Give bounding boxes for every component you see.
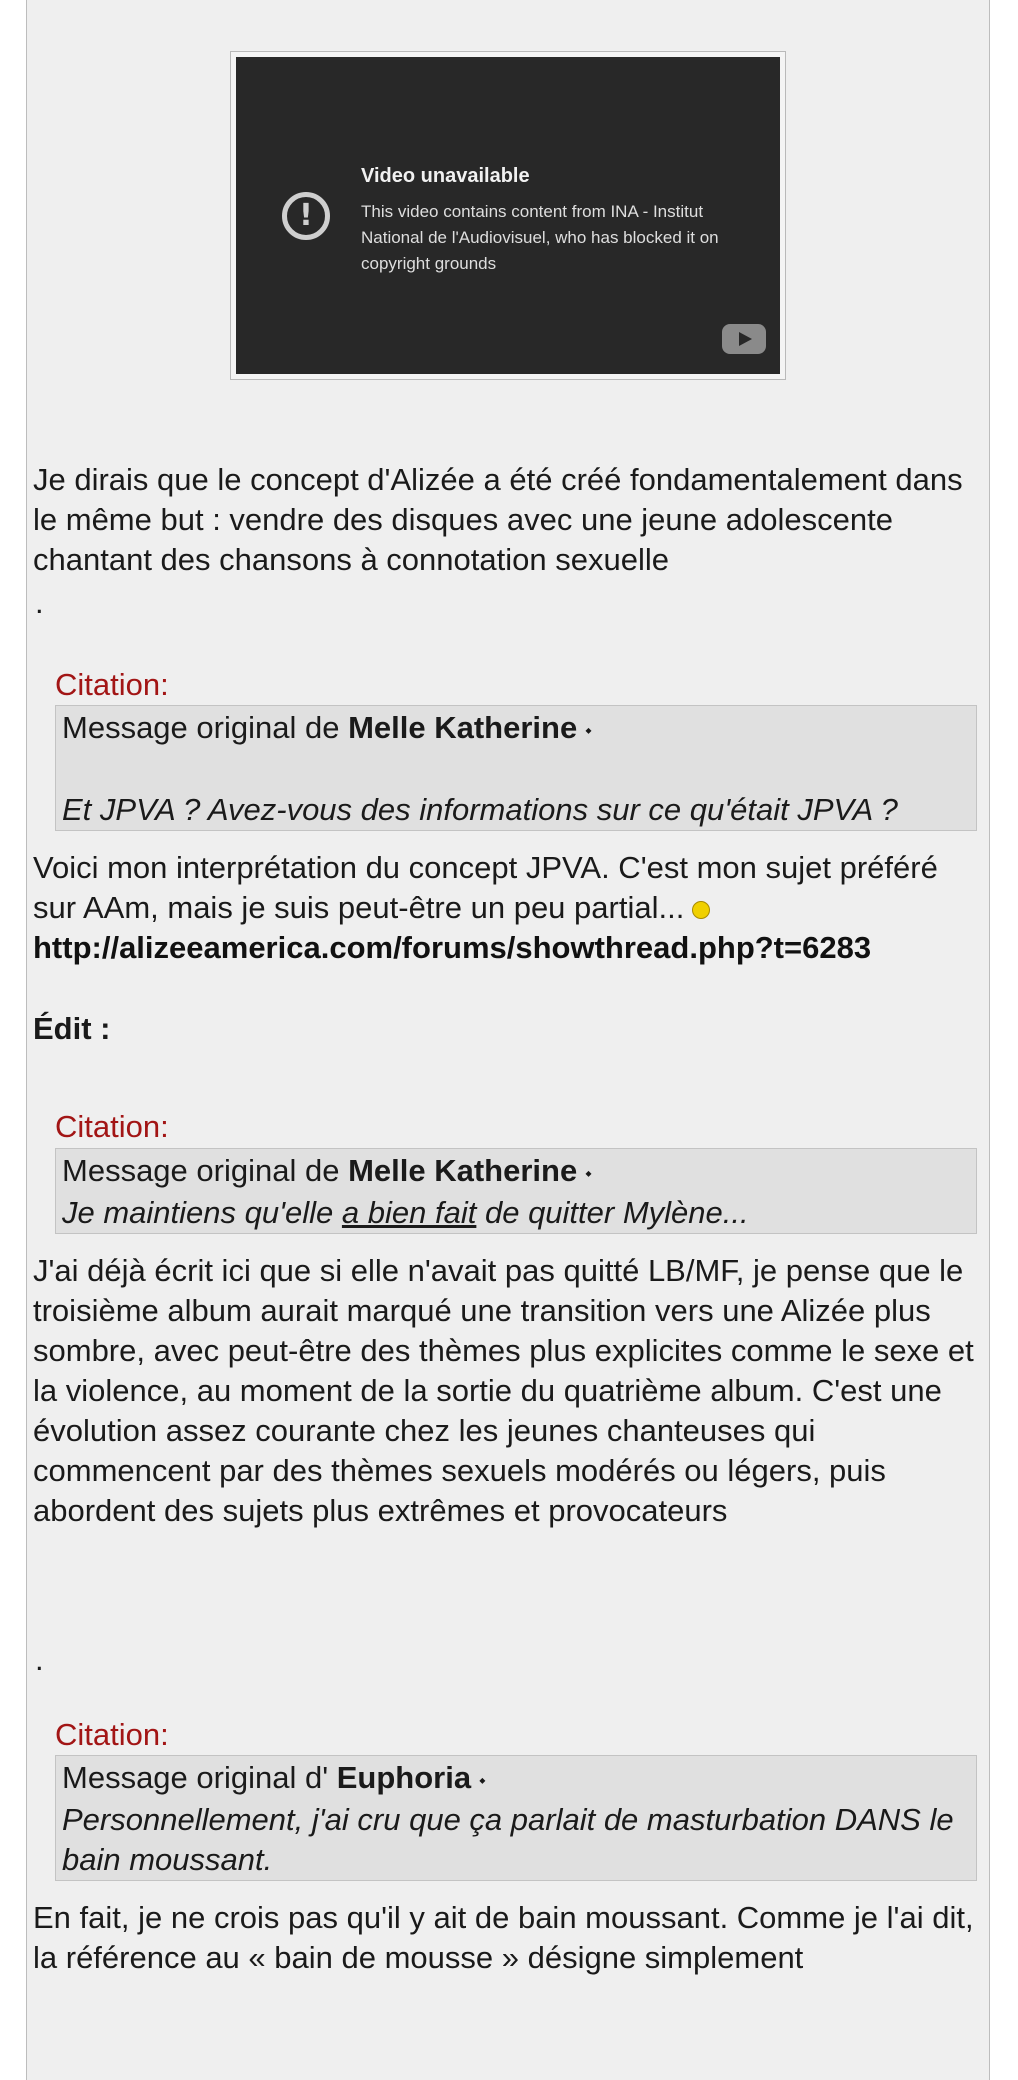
- paragraph-3: J'ai déjà écrit ici que si elle n'avait pas quitté LB/MF, je pense que le troisième album aurait marqué une transition vers une Alizée plus sombre, avec peut-être des thèmes plus explicites comme le sexe et la violence, au moment de la sortie du quatrième album. C'est une évolution assez courante chez les jeunes chanteuses qui commencent par des thèmes sexuels modérés ou légers, puis abordent des sujets plus extrêmes et provocateurs: [33, 1253, 974, 1528]
- quote-text: Je maintiens qu'elle a bien fait de quitter Mylène...: [62, 1194, 749, 1230]
- quote-header: Message original de Melle Katherine ⬩: [62, 710, 592, 745]
- quote-box-1: [55, 705, 977, 831]
- video-unavailable-message: This video contains content from INA - Institut National de l'Audiovisuel, who has blocked it on copyright grounds: [361, 202, 719, 273]
- video-unavailable-title: Video unavailable: [361, 165, 530, 187]
- quote-author[interactable]: Euphoria: [336, 1760, 472, 1795]
- view-post-icon[interactable]: ⬩: [585, 1162, 592, 1183]
- post-header-fragment: [33, 0, 210, 8]
- quote-header: Message original de Melle Katherine ⬩: [62, 1153, 592, 1188]
- quote-author[interactable]: Melle Katherine: [348, 1153, 578, 1188]
- view-post-icon[interactable]: ⬩: [479, 1769, 486, 1790]
- video-player[interactable]: [236, 57, 780, 374]
- quote-text: Et JPVA ? Avez-vous des informations sur ce qu'était JPVA ?: [62, 791, 898, 827]
- edit-label: Édit :: [33, 1011, 111, 1046]
- smiley-icon: [692, 901, 710, 919]
- quote-box-3: [55, 1755, 977, 1881]
- citation-label: Citation:: [55, 1717, 169, 1752]
- separator-dot: .: [35, 1642, 44, 1677]
- citation-label: Citation:: [55, 667, 169, 702]
- forum-link[interactable]: http://alizeeamerica.com/forums/showthread.php?t=6283: [33, 930, 872, 965]
- citation-label: Citation:: [55, 1109, 169, 1144]
- quote-text: Personnellement, j'ai cru que ça parlait de masturbation DANS le bain moussant.: [62, 1801, 954, 1877]
- video-embed[interactable]: [230, 51, 786, 380]
- separator-dot: .: [35, 585, 44, 620]
- paragraph-2: Voici mon interprétation du concept JPVA. C'est mon sujet préféré sur AAm, mais je suis peut-être un peu partial... http://alizeeamerica.com/forums/showthread.php?t=6283: [33, 850, 938, 965]
- youtube-icon[interactable]: [722, 324, 766, 354]
- alert-icon: !: [282, 192, 330, 240]
- paragraph-1: Je dirais que le concept d'Alizée a été créé fondamentalement dans le même but : vendre des disques avec une jeune adolescente chantant des chansons à connotation sexuelle: [33, 462, 963, 577]
- quote-box-2: [55, 1148, 977, 1234]
- quote-author[interactable]: Melle Katherine: [348, 710, 578, 745]
- quote-header: Message original d' Euphoria ⬩: [62, 1760, 486, 1795]
- view-post-icon[interactable]: ⬩: [585, 719, 592, 740]
- forum-post: [26, 0, 990, 2080]
- paragraph-4: En fait, je ne crois pas qu'il y ait de bain moussant. Comme je l'ai dit, la référence au « bain de mousse » désigne simplement: [33, 1900, 974, 1975]
